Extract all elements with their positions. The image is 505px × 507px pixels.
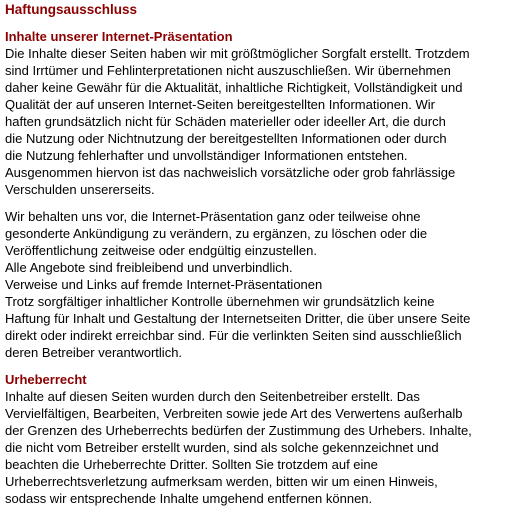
text-line: Wir behalten uns vor, die Internet-Präsentation ganz oder teilweise ohne [5,209,421,224]
page-title: Haftungsausschluss [5,2,138,17]
section-heading-content: Inhalte unserer Internet-Präsentation [5,29,233,44]
text-line: sind Irrtümer und Fehlinterpretationen nicht auszuschließen. Wir übernehmen [5,63,451,78]
text-line: Verschulden unsererseits. [5,182,155,197]
text-line: direkt oder indirekt erreichbar sind. Für die verlinkten Seiten sind ausschließlich [5,328,462,343]
text-line: die Nutzung fehlerhafter und unvollständiger Informationen entstehen. [5,148,408,163]
text-line: haften grundsätzlich nicht für Schäden materieller oder ideeller Art, die durch [5,114,446,129]
paragraph-spacer [5,361,502,371]
text-line: beachten die Urheberrechte Dritter. Sollten Sie trotzdem auf eine [5,457,378,472]
text-line: Verweise und Links auf fremde Internet-Präsentationen [5,277,323,292]
text-line: die nicht vom Betreiber erstellt wurden, sind als solche gekennzeichnet und [5,440,439,455]
section-heading-copyright: Urheberrecht [5,372,87,387]
text-line: die Nutzung oder Nichtnutzung der bereitgestellten Informationen oder durch [5,131,447,146]
paragraph-content-liability [5,45,502,198]
text-line: deren Betreiber verantwortlich. [5,345,183,360]
text-line: sodass wir entsprechende Inhalte umgehend entfernen können. [5,491,373,506]
text-line: der Grenzen des Urheberrechts bedürfen der Zustimmung des Urhebers. Inhalte, [5,423,472,438]
paragraph-changes-and-links [5,208,502,361]
text-line: gesonderte Ankündigung zu verändern, zu ergänzen, zu löschen oder die [5,226,428,241]
text-line: Inhalte auf diesen Seiten wurden durch den Seitenbetreiber erstellt. Das [5,389,420,404]
text-line: Ausgenommen hiervon ist das nachweislich vorsätzliche oder grob fahrlässige [5,165,456,180]
text-line: daher keine Gewähr für die Aktualität, inhaltliche Richtigkeit, Vollständigkeit und [5,80,463,95]
text-line: Alle Angebote sind freibleibend und unverbindlich. [5,260,293,275]
text-line: Vervielfältigen, Bearbeiten, Verbreiten sowie jede Art des Verwertens außerhalb [5,406,463,421]
text-line: Die Inhalte dieser Seiten haben wir mit größtmöglicher Sorgfalt erstellt. Trotzdem [5,46,470,61]
text-line: Urheberrechtsverletzung aufmerksam werden, bitten wir um einen Hinweis, [5,474,438,489]
paragraph-copyright [5,388,502,507]
text-line: Trotz sorgfältiger inhaltlicher Kontrolle übernehmen wir grundsätzlich keine [5,294,435,309]
paragraph-spacer [5,198,502,208]
text-line: Haftung für Inhalt und Gestaltung der Internetseiten Dritter, die über unsere Seite [5,311,471,326]
text-line: Veröffentlichung zeitweise oder endgültig einzustellen. [5,243,317,258]
text-line: Qualität der auf unseren Internet-Seiten bereitgestellten Informationen. Wir [5,97,435,112]
